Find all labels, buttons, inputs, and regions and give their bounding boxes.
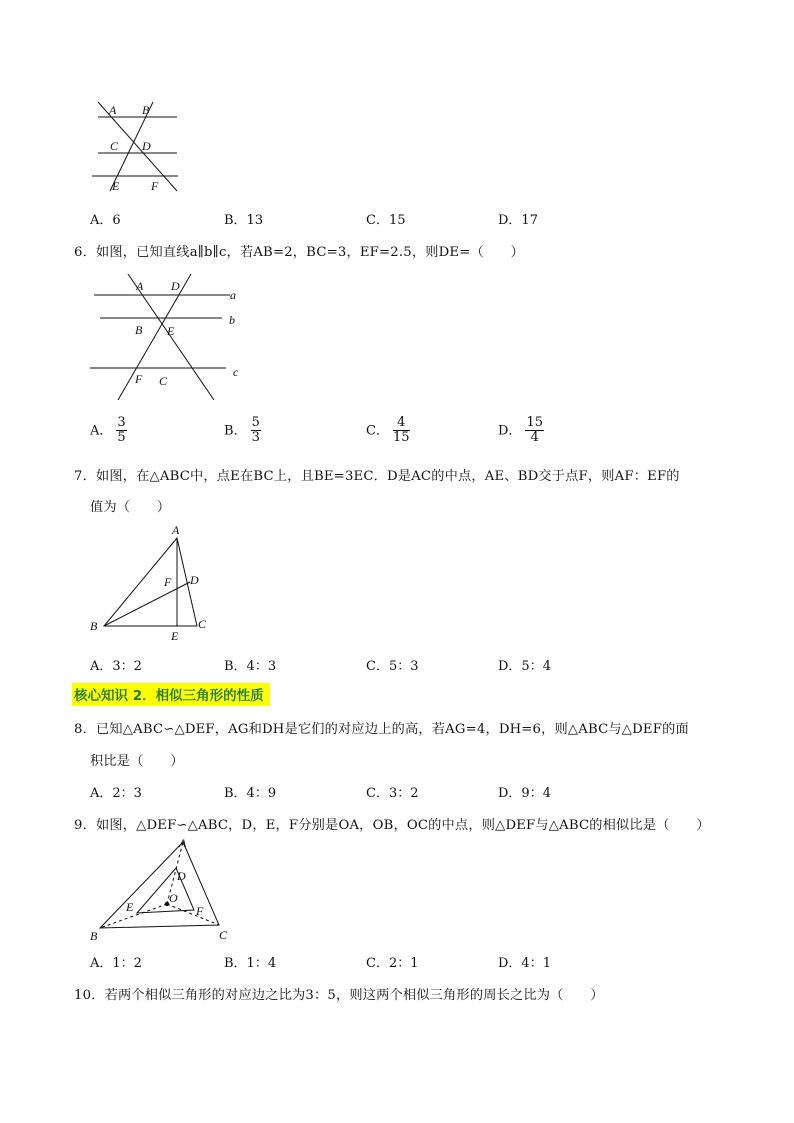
label-A: A <box>179 836 187 850</box>
line-a-label: a <box>230 288 236 302</box>
label-C: C <box>159 374 168 388</box>
label-D: D <box>171 279 180 293</box>
q9-option-d[interactable]: D．4：1 <box>498 956 551 971</box>
label-D: D <box>190 573 199 587</box>
label-E: E <box>167 324 175 338</box>
line-b-label: b <box>229 313 235 327</box>
fraction: $\frac{4}{15}$ <box>392 415 410 446</box>
label-O: O <box>169 891 178 905</box>
label-E: E <box>112 179 120 193</box>
question-7-line1: 7．如图，在△ABC中，点E在BC上，且BE=3EC．D是AC的中点，AE、BD交于点F，则AF：EF的 <box>74 469 680 484</box>
label-A: A <box>172 523 180 537</box>
q5-option-c[interactable]: C．15 <box>366 213 406 228</box>
figure-q5 <box>84 98 194 198</box>
label-B: B <box>135 323 143 337</box>
q6-option-b[interactable]: B． $\frac{5}{3}$ <box>224 415 260 446</box>
q7-option-d[interactable]: D．5：4 <box>498 659 551 674</box>
question-6-text: 6．如图，已知直线a∥b∥c，若AB=2，BC=3，EF=2.5，则DE=（ ） <box>74 245 525 260</box>
label-F: F <box>164 575 172 589</box>
label-C: C <box>110 139 119 153</box>
label-F: F <box>196 904 204 918</box>
line-c-label: c <box>233 365 239 379</box>
question-10-text: 10．若两个相似三角形的对应边之比为3：5，则这两个相似三角形的周长之比为（ ） <box>74 988 604 1003</box>
q8-option-a[interactable]: A．2：3 <box>90 786 142 801</box>
q7-option-c[interactable]: C．5：3 <box>366 659 419 674</box>
label-E: E <box>126 900 134 914</box>
label-C: C <box>219 928 228 942</box>
label-F: F <box>151 179 159 193</box>
label-B: B <box>90 929 98 943</box>
label-D: D <box>177 869 186 883</box>
q5-option-a[interactable]: A．6 <box>90 213 121 228</box>
figure-q7 <box>86 520 216 644</box>
q8-option-d[interactable]: D．9：4 <box>498 786 551 801</box>
fraction: $\frac{15}{4}$ <box>526 415 543 446</box>
figure-q9 <box>86 836 240 948</box>
figure-q6 <box>84 272 254 404</box>
q9-option-c[interactable]: C．2：1 <box>366 956 419 971</box>
label-B: B <box>90 619 98 633</box>
q5-option-d[interactable]: D．17 <box>498 213 538 228</box>
q8-option-b[interactable]: B．4：9 <box>224 786 277 801</box>
label-C: C <box>198 617 207 631</box>
label-E: E <box>171 629 179 643</box>
fraction: $\frac{3}{5}$ <box>117 415 126 446</box>
question-7-line2: 值为（ ） <box>90 500 171 515</box>
q9-option-a[interactable]: A．1：2 <box>90 956 142 971</box>
label-F: F <box>135 372 143 386</box>
question-9-text: 9．如图，△DEF∽△ABC，D，E，F分别是OA，OB，OC的中点，则△DEF与△ABC的相似比是（ ） <box>74 818 710 833</box>
q6-option-a[interactable]: A． $\frac{3}{5}$ <box>90 415 126 446</box>
question-8-line2: 积比是（ ） <box>90 754 184 769</box>
label-D: D <box>142 139 151 153</box>
question-8-line1: 8．已知△ABC∽△DEF，AG和DH是它们的对应边上的高，若AG=4，DH=6，则△ABC与△DEF的面 <box>74 722 689 737</box>
q9-option-b[interactable]: B．1：4 <box>224 956 277 971</box>
q5-option-b[interactable]: B．13 <box>224 213 264 228</box>
q8-option-c[interactable]: C．3：2 <box>366 786 419 801</box>
label-A: A <box>109 103 117 117</box>
section-heading: 核心知识 2．相似三角形的性质 <box>72 683 270 706</box>
label-B: B <box>142 103 150 117</box>
label-A: A <box>136 279 144 293</box>
q7-option-a[interactable]: A．3：2 <box>90 659 142 674</box>
q6-option-d[interactable]: D． $\frac{15}{4}$ <box>498 415 543 446</box>
fraction: $\frac{5}{3}$ <box>251 415 260 446</box>
q7-option-b[interactable]: B．4：3 <box>224 659 277 674</box>
q6-option-c[interactable]: C． $\frac{4}{15}$ <box>366 415 410 446</box>
